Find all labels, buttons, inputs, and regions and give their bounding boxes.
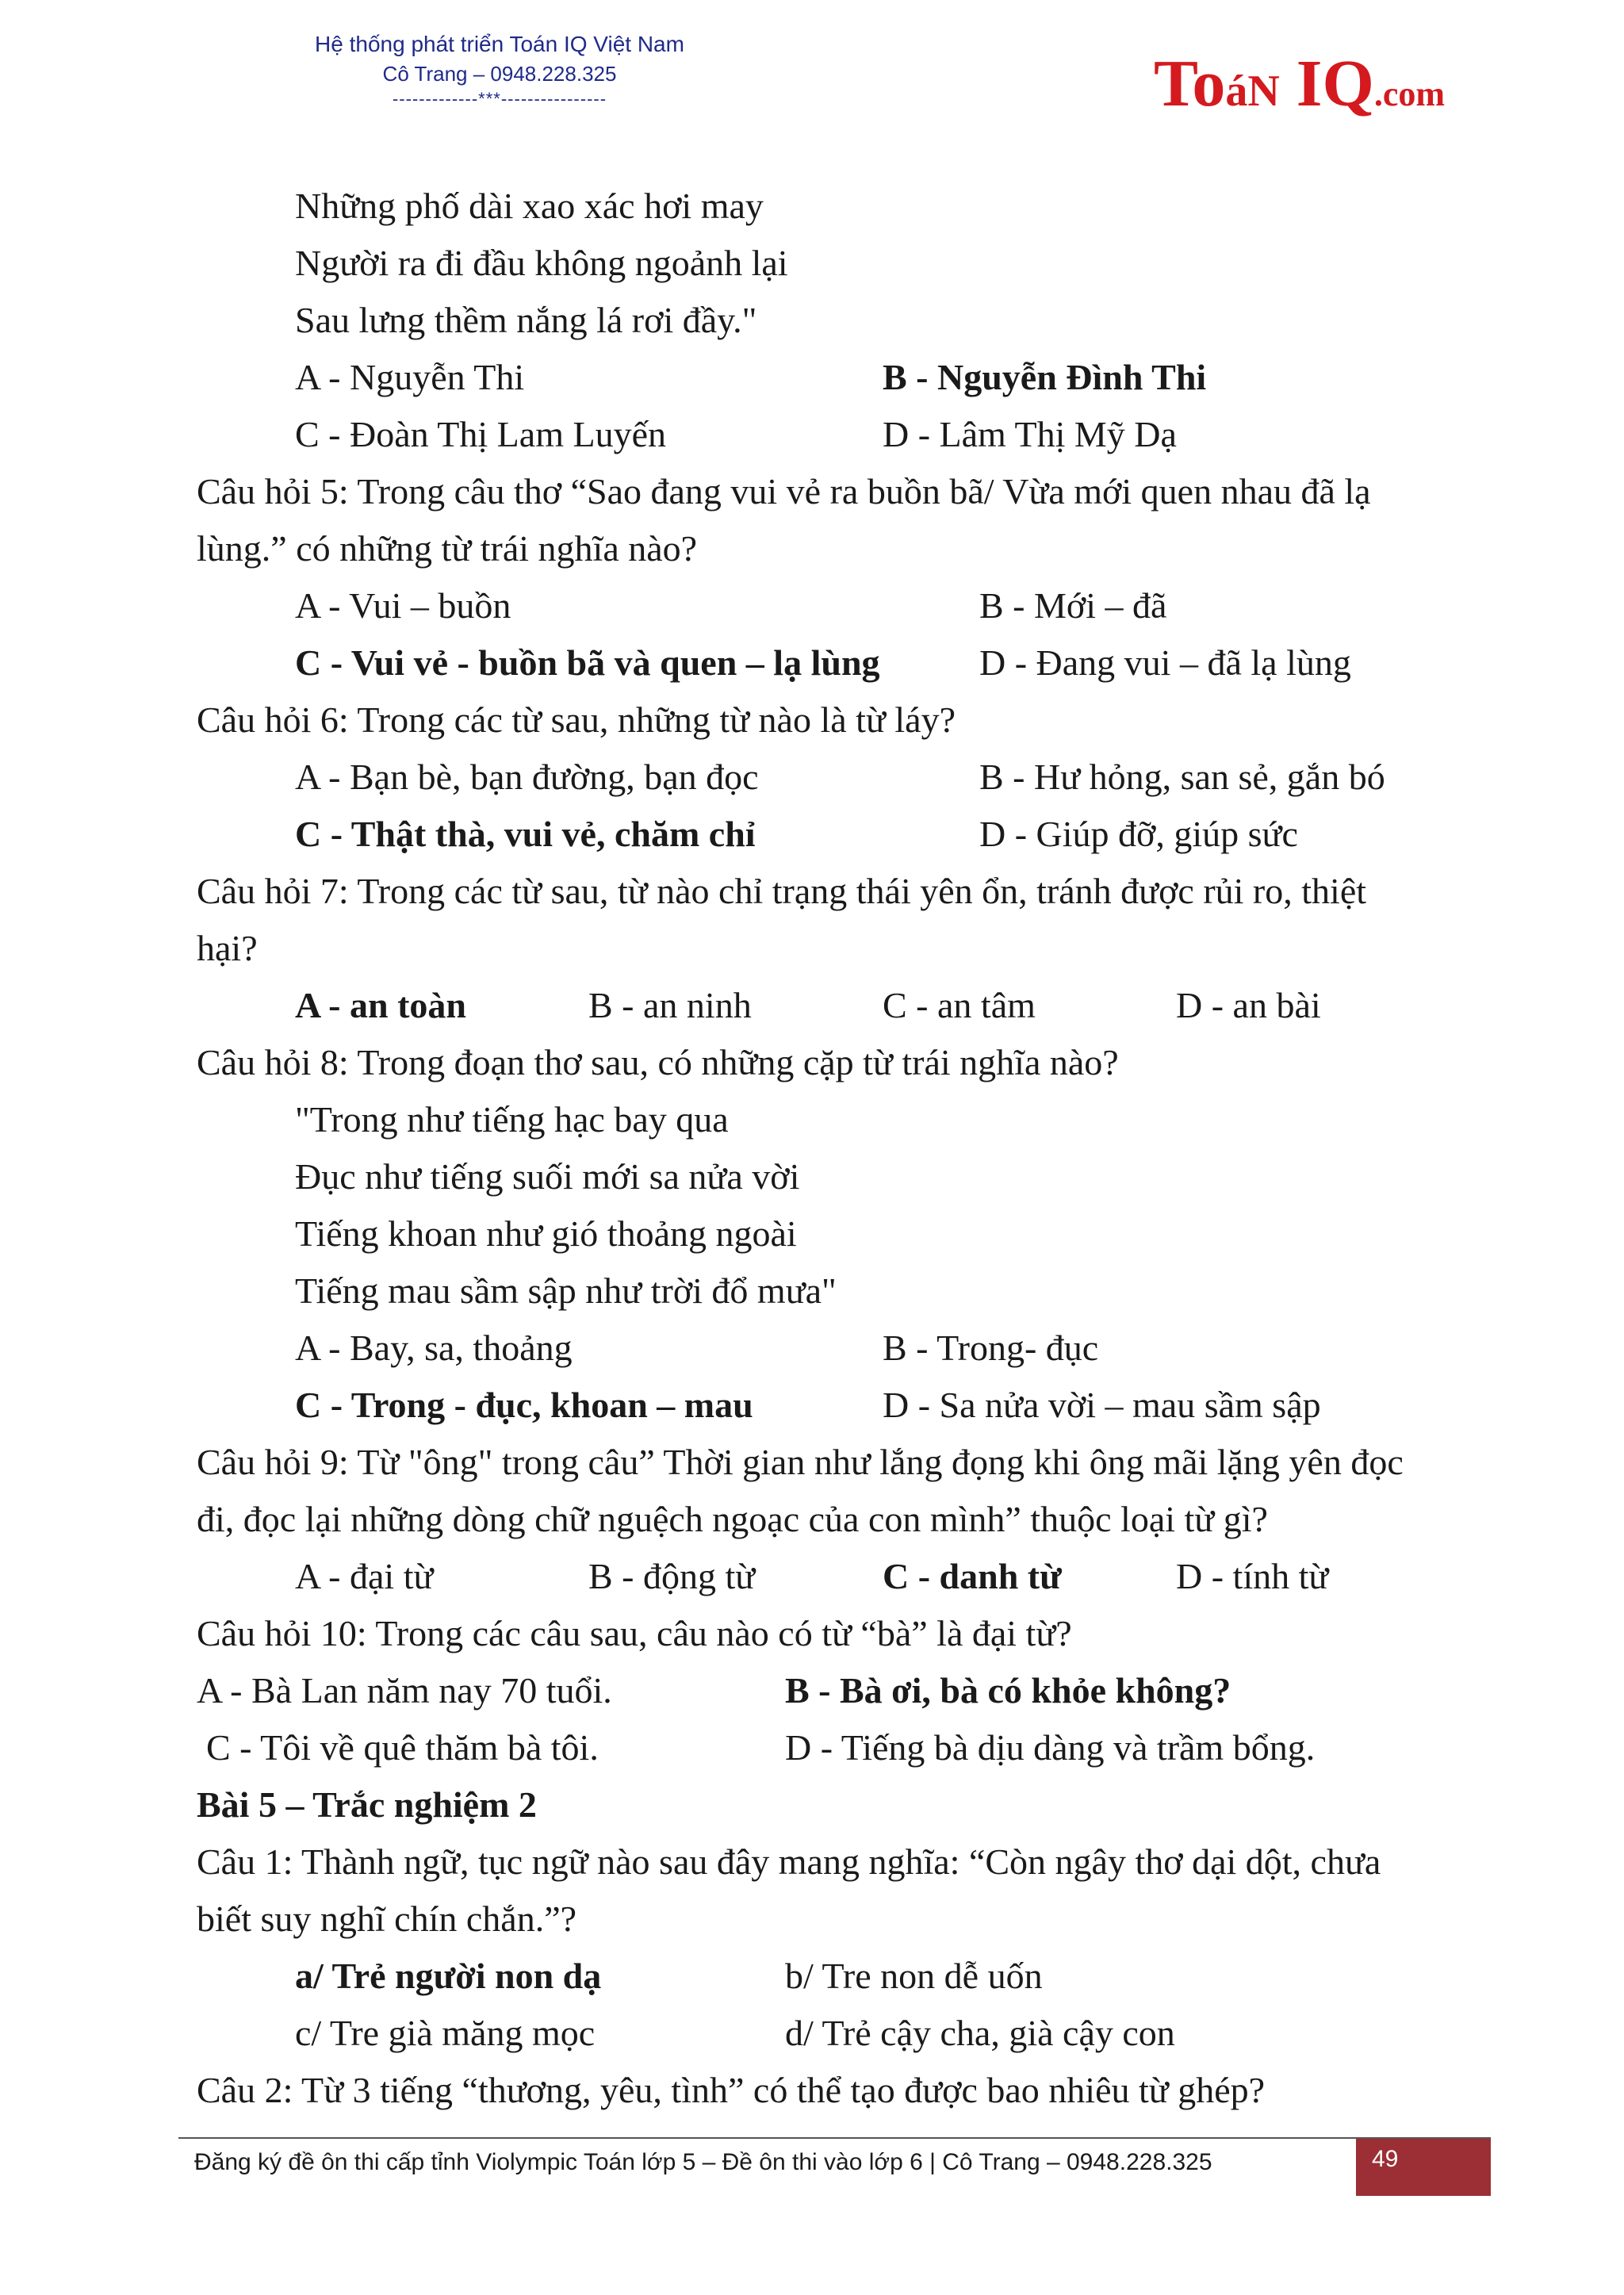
- answer-option: A - Bay, sa, thoảng: [295, 1328, 573, 1368]
- answer-option-correct: C - Trong - đục, khoan – mau: [295, 1385, 753, 1425]
- answer-option: B - an ninh: [588, 985, 752, 1025]
- answer-option-correct: a/ Trẻ người non dạ: [295, 1956, 602, 1996]
- poem-line: Tiếng khoan như gió thoảng ngoài: [295, 1213, 797, 1254]
- answer-option: A - đại từ: [295, 1556, 434, 1596]
- logo-text-part: To: [1154, 47, 1226, 121]
- answer-option: C - Tôi về quê thăm bà tôi.: [206, 1727, 599, 1768]
- answer-option: D - Lâm Thị Mỹ Dạ: [883, 414, 1177, 454]
- question-text: Câu hỏi 8: Trong đoạn thơ sau, có những cặp từ trái nghĩa nào?: [197, 1042, 1119, 1082]
- answer-option: B - Mới – đã: [979, 585, 1167, 626]
- answer-option: c/ Tre già măng mọc: [295, 2013, 596, 2053]
- question-text: Câu hỏi 6: Trong các từ sau, những từ nào là từ láy?: [197, 699, 956, 740]
- poem-line: Những phố dài xao xác hơi may: [295, 186, 764, 226]
- poem-line: Đục như tiếng suối mới sa nửa vời: [295, 1156, 800, 1197]
- answer-option: D - an bài: [1176, 985, 1321, 1025]
- answer-option: C - an tâm: [883, 985, 1036, 1025]
- answer-option-correct: C - Thật thà, vui vẻ, chăm chỉ: [295, 814, 756, 854]
- poem-line: "Trong như tiếng hạc bay qua: [295, 1099, 729, 1140]
- question-text: Câu hỏi 9: Từ "ông" trong câu” Thời gian như lắng đọng khi ông mãi lặng yên đọc: [197, 1442, 1404, 1482]
- answer-option: C - Đoàn Thị Lam Luyến: [295, 414, 666, 454]
- question-text: hại?: [197, 928, 258, 968]
- logo-text-part: N: [1247, 67, 1280, 116]
- question-text: Câu hỏi 7: Trong các từ sau, từ nào chỉ trạng thái yên ổn, tránh được rủi ro, thiệt: [197, 871, 1367, 911]
- question-text: Câu 1: Thành ngữ, tục ngữ nào sau đây mang nghĩa: “Còn ngây thơ dại dột, chưa: [197, 1841, 1381, 1882]
- answer-option-correct: C - Vui vẻ - buồn bã và quen – lạ lùng: [295, 642, 880, 683]
- answer-option: D - Tiếng bà dịu dàng và trầm bổng.: [785, 1727, 1316, 1768]
- question-text: Câu hỏi 10: Trong các câu sau, câu nào có từ “bà” là đại từ?: [197, 1613, 1072, 1653]
- answer-option-correct: B - Nguyễn Đình Thi: [883, 357, 1207, 397]
- header-contact: Cô Trang – 0948.228.325: [382, 62, 617, 86]
- question-text: đi, đọc lại những dòng chữ nguệch ngoạc của con mình” thuộc loại từ gì?: [197, 1499, 1268, 1539]
- logo-text-part: .com: [1373, 75, 1445, 113]
- answer-option-correct: A - an toàn: [295, 985, 466, 1025]
- answer-option: A - Nguyễn Thi: [295, 357, 525, 397]
- answer-option: B - Hư hỏng, san sẻ, gắn bó: [979, 757, 1385, 797]
- answer-option-correct: C - danh từ: [883, 1556, 1062, 1596]
- svg-text:ToáN IQ.com: [1154, 47, 1445, 121]
- logo-text-part: IQ: [1279, 47, 1374, 121]
- logo-text-part: á: [1225, 67, 1248, 116]
- answer-option: B - động từ: [588, 1556, 756, 1596]
- page-number: 49: [1372, 2146, 1399, 2172]
- answer-option: D - tính từ: [1176, 1556, 1329, 1596]
- answer-option-correct: B - Bà ơi, bà có khỏe không?: [785, 1670, 1231, 1711]
- answer-option: B - Trong- đục: [883, 1328, 1099, 1368]
- poem-line: Sau lưng thềm nắng lá rơi đầy.": [295, 300, 757, 340]
- question-text: Câu hỏi 5: Trong câu thơ “Sao đang vui vẻ ra buồn bã/ Vừa mới quen nhau đã lạ: [197, 471, 1371, 511]
- answer-option: d/ Trẻ cậy cha, già cậy con: [785, 2013, 1175, 2053]
- answer-option: A - Vui – buồn: [295, 585, 511, 626]
- footer-divider: [178, 2137, 1491, 2139]
- question-text: lùng.” có những từ trái nghĩa nào?: [197, 528, 698, 569]
- answer-option: A - Bạn bè, bạn đường, bạn đọc: [295, 757, 759, 797]
- section-heading: Bài 5 – Trắc nghiệm 2: [197, 1784, 537, 1825]
- footer-text: Đăng ký đề ôn thi cấp tỉnh Violympic Toán lớp 5 – Đề ôn thi vào lớp 6 | Cô Trang – 0948.228.325: [194, 2149, 1212, 2175]
- answer-option: A - Bà Lan năm nay 70 tuổi.: [197, 1670, 612, 1711]
- header-divider: -------------***----------------: [392, 89, 607, 109]
- answer-option: b/ Tre non dễ uốn: [785, 1956, 1043, 1996]
- question-text: Câu 2: Từ 3 tiếng “thương, yêu, tình” có thể tạo được bao nhiêu từ ghép?: [197, 2070, 1266, 2110]
- question-text: biết suy nghĩ chín chắn.”?: [197, 1898, 577, 1939]
- header-organization-name: Hệ thống phát triển Toán IQ Việt Nam: [315, 32, 684, 56]
- poem-line: Người ra đi đầu không ngoảnh lại: [295, 243, 788, 283]
- poem-line: Tiếng mau sầm sập như trời đổ mưa": [295, 1270, 837, 1311]
- answer-option: D - Sa nửa vời – mau sầm sập: [883, 1385, 1321, 1425]
- answer-option: D - Đang vui – đã lạ lùng: [979, 642, 1351, 683]
- answer-option: D - Giúp đỡ, giúp sức: [979, 814, 1298, 854]
- toaniq-logo: [1154, 44, 1471, 131]
